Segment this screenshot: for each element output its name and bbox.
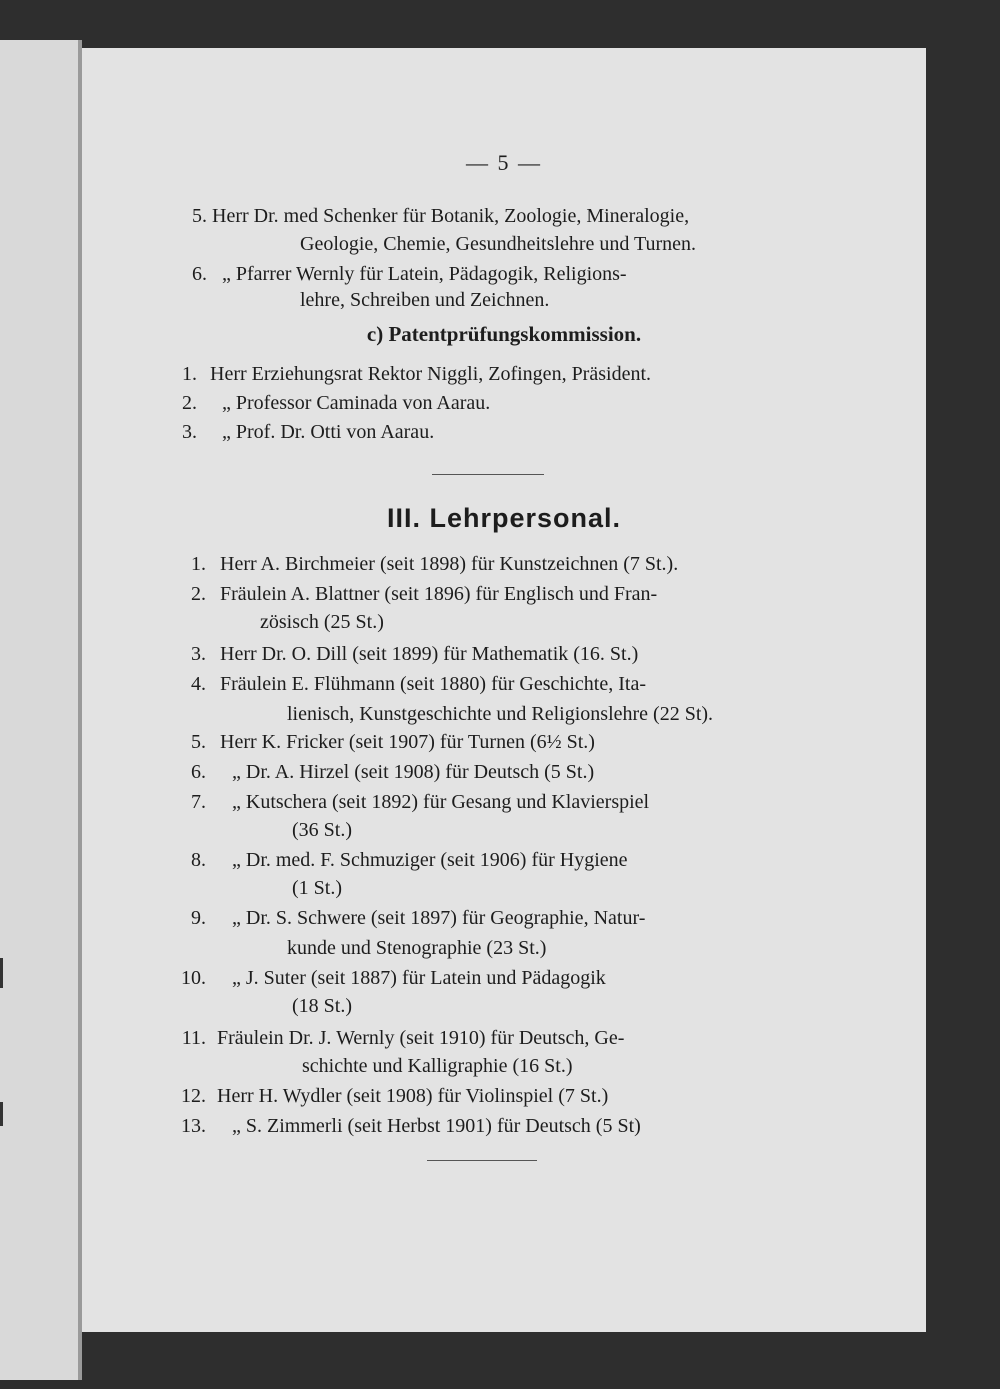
entry-text: „ Dr. S. Schwere (seit 1897) für Geographie, Natur- [232,907,646,929]
margin-mark [0,1102,3,1126]
entry-text: Herr A. Birchmeier (seit 1898) für Kunstzeichnen (7 St.). [220,553,679,575]
entry-text-continuation: (1 St.) [292,877,342,899]
entry-number: 1. [191,553,206,575]
entry-number: 12. [181,1085,206,1107]
entry-text-continuation: kunde und Stenographie (23 St.) [287,937,547,959]
entry-number: 5. [192,205,207,227]
entry-text: „ Prof. Dr. Otti von Aarau. [222,421,435,443]
entry-number: 4. [191,673,206,695]
entry-text-continuation: lienisch, Kunstgeschichte und Religionslehre (22 St). [287,703,714,725]
entry-text: Herr Dr. med Schenker für Botanik, Zoologie, Mineralogie, [212,205,690,227]
margin-mark [0,958,3,988]
entry-text: Herr K. Fricker (seit 1907) für Turnen (6½ St.) [220,731,595,753]
entry-number: 7. [191,791,206,813]
entry-number: 13. [181,1115,206,1137]
entry-number: 2. [182,392,197,414]
entry-text: Fräulein E. Flühmann (seit 1880) für Geschichte, Ita- [220,673,646,695]
entry-text-continuation: schichte und Kalligraphie (16 St.) [302,1055,573,1077]
entry-number: 5. [191,731,206,753]
section-heading: c) Patentprüfungskommission. [366,322,642,346]
entry-text: Herr Dr. O. Dill (seit 1899) für Mathematik (16. St.) [220,643,639,665]
entry-number: 6. [191,761,206,783]
end-divider [427,1160,537,1161]
entry-number: 3. [191,643,206,665]
entry-text: „ Pfarrer Wernly für Latein, Pädagogik, Religions- [222,263,627,285]
document-page [82,48,926,1332]
entry-text: „ Dr. A. Hirzel (seit 1908) für Deutsch (5 St.) [232,761,595,783]
entry-text: Herr Erziehungsrat Rektor Niggli, Zofingen, Präsident. [210,363,651,385]
entry-number: 11. [181,1027,206,1049]
entry-text: „ Dr. med. F. Schmuziger (seit 1906) für Hygiene [232,849,628,871]
entry-text: „ Kutschera (seit 1892) für Gesang und Klavierspiel [232,791,650,813]
entry-number: 1. [182,363,197,385]
entry-text-continuation: lehre, Schreiben und Zeichnen. [300,289,550,311]
page-number: — 5 — [466,150,542,175]
section-title: III. Lehrpersonal. [386,503,622,533]
entry-text: Fräulein A. Blattner (seit 1896) für Englisch und Fran- [220,583,658,605]
entry-number: 3. [182,421,197,443]
entry-text: „ S. Zimmerli (seit Herbst 1901) für Deutsch (5 St) [232,1115,641,1137]
entry-number: 9. [191,907,206,929]
entry-text-continuation: Geologie, Chemie, Gesundheitslehre und Turnen. [300,233,697,255]
facing-page-edge [0,40,82,1380]
entry-number: 10. [181,967,206,989]
entry-text: Herr H. Wydler (seit 1908) für Violinspiel (7 St.) [217,1085,609,1107]
section-divider [432,474,544,475]
entry-text: Fräulein Dr. J. Wernly (seit 1910) für Deutsch, Ge- [217,1027,625,1049]
entry-text-continuation: (36 St.) [292,819,352,841]
entry-text-continuation: (18 St.) [292,995,352,1017]
entry-text: „ Professor Caminada von Aarau. [222,392,491,414]
entry-number: 8. [191,849,206,871]
entry-number: 6. [192,263,207,285]
entry-text: „ J. Suter (seit 1887) für Latein und Pädagogik [232,967,606,989]
entry-number: 2. [191,583,206,605]
entry-text-continuation: zösisch (25 St.) [260,611,384,633]
